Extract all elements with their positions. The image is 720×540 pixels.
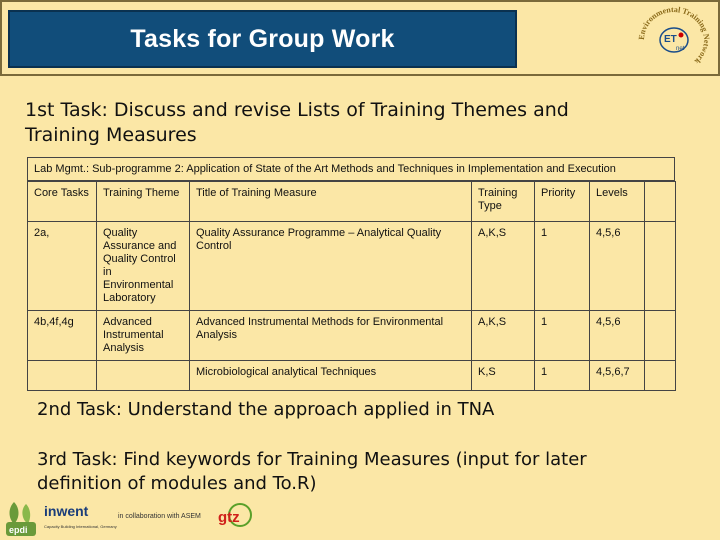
- cell-priority: 1: [535, 361, 590, 391]
- empty-cell: [645, 311, 676, 361]
- inwent-sub: Capacity Building International, Germany: [44, 524, 117, 529]
- epdi-text: epdi: [9, 525, 28, 535]
- cell-levels: 4,5,6: [590, 222, 645, 311]
- col-header-training-theme: Training Theme: [97, 182, 190, 222]
- task3-line1: 3rd Task: Find keywords for Training Measures (input for later: [37, 449, 587, 470]
- cell-title: Microbiological analytical Techniques: [190, 361, 472, 391]
- cell-title: Advanced Instrumental Methods for Environmental Analysis: [190, 311, 472, 361]
- task1-text: [25, 98, 585, 148]
- table-header-row: [28, 182, 676, 222]
- gtz-logo: [218, 504, 251, 526]
- col-header-title: Title of Training Measure: [190, 182, 472, 222]
- cell-core: 2a,: [28, 222, 97, 311]
- col-header-priority: Priority: [535, 182, 590, 222]
- footer-logos: [0, 498, 720, 540]
- cell-type: A,K,S: [472, 311, 535, 361]
- empty-cell: [645, 182, 676, 222]
- cell-priority: 1: [535, 311, 590, 361]
- logo-ring-text: Environmental Training Network: [636, 6, 712, 66]
- cell-type: K,S: [472, 361, 535, 391]
- empty-cell: [645, 361, 676, 391]
- inwent-text: inwent: [44, 503, 89, 519]
- collaboration-note: in collaboration with ASEM: [118, 513, 201, 520]
- task3-line2: definition of modules and To.R): [37, 473, 317, 494]
- task3-text: [37, 448, 637, 496]
- col-header-core-tasks: Core Tasks: [28, 182, 97, 222]
- table-caption: Lab Mgmt.: Sub-programme 2: Application of State of the Art Methods and Techniques in Implementation and Execution: [27, 157, 675, 181]
- cell-type: A,K,S: [472, 222, 535, 311]
- task2-text: 2nd Task: Understand the approach applied in TNA: [37, 399, 495, 420]
- cell-theme: [97, 361, 190, 391]
- cell-theme: Quality Assurance and Quality Control in Environmental Laboratory: [97, 222, 190, 311]
- table-row: [28, 361, 676, 391]
- etnet-logo: [636, 6, 712, 70]
- cell-levels: 4,5,6,7: [590, 361, 645, 391]
- cell-core: 4b,4f,4g: [28, 311, 97, 361]
- col-header-levels: Levels: [590, 182, 645, 222]
- task1-line2: Training Measures: [25, 124, 197, 146]
- cell-levels: 4,5,6: [590, 311, 645, 361]
- cell-priority: 1: [535, 222, 590, 311]
- title-banner: [8, 10, 517, 68]
- cell-core: [28, 361, 97, 391]
- svg-text:net: net: [676, 46, 685, 52]
- table-row: [28, 222, 676, 311]
- task1-line1: 1st Task: Discuss and revise Lists of Training Themes and: [25, 99, 569, 121]
- training-table: [27, 181, 676, 391]
- col-header-training-type: Training Type: [472, 182, 535, 222]
- cell-title: Quality Assurance Programme – Analytical Quality Control: [190, 222, 472, 311]
- inwent-logo: [44, 503, 117, 529]
- page-title: Tasks for Group Work: [130, 24, 395, 53]
- cell-theme: Advanced Instrumental Analysis: [97, 311, 190, 361]
- empty-cell: [645, 222, 676, 311]
- svg-text:ET: ET: [664, 34, 677, 45]
- epdi-logo: [6, 502, 36, 536]
- table-row: [28, 311, 676, 361]
- gtz-text: gtz: [218, 509, 240, 526]
